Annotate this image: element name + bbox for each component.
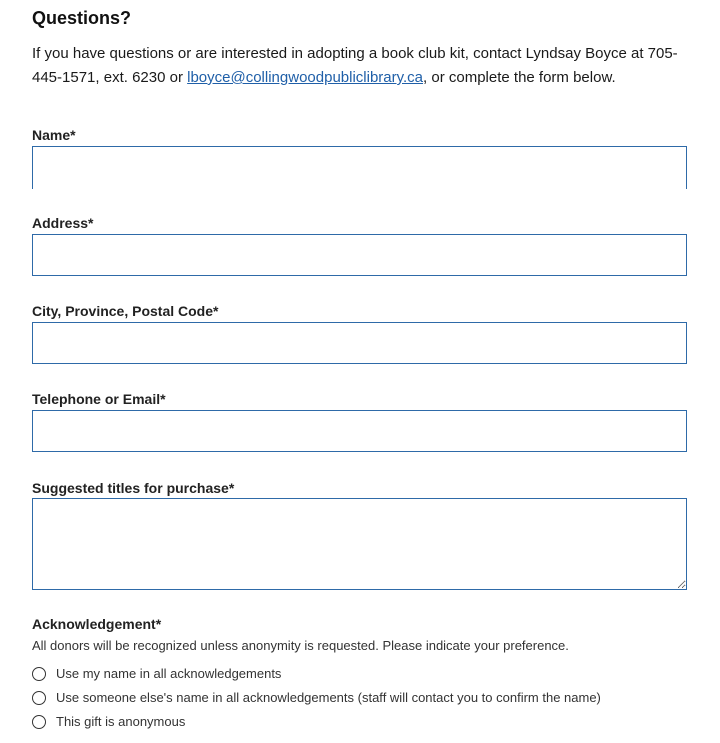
radio-icon[interactable]: [32, 715, 46, 729]
section-heading: Questions?: [32, 8, 132, 28]
ack-option-label: Use my name in all acknowledgements: [56, 666, 282, 681]
telephone-email-input[interactable]: [32, 410, 687, 452]
address-label: Address*: [32, 215, 94, 231]
ack-option-label: This gift is anonymous: [56, 714, 186, 729]
ack-option-my-name[interactable]: [32, 666, 281, 681]
contact-label: Telephone or Email*: [32, 391, 166, 407]
intro-text-before: If you have questions or are interested in adopting a book club kit, contact Lyndsay Boyce at 705-445-1571, ext. 6230 or: [32, 45, 678, 86]
city-label: City, Province, Postal Code*: [32, 303, 219, 319]
radio-icon[interactable]: [32, 691, 46, 705]
intro-text-after: , or complete the form below.: [423, 69, 616, 86]
acknowledgement-label: Acknowledgement*: [32, 616, 162, 632]
acknowledgement-help: All donors will be recognized unless anonymity is requested. Please indicate your preference.: [32, 638, 569, 653]
name-input[interactable]: [32, 146, 687, 189]
ack-option-anonymous[interactable]: [32, 714, 185, 729]
city-province-postal-input[interactable]: [32, 322, 687, 364]
address-input[interactable]: [32, 234, 687, 276]
contact-email-link[interactable]: lboyce@collingwoodpubliclibrary.ca: [187, 69, 424, 86]
intro-paragraph: [32, 42, 689, 90]
ack-option-other-name[interactable]: [32, 690, 601, 705]
ack-option-label: Use someone else's name in all acknowledgements (staff will contact you to confirm the name): [56, 690, 601, 705]
radio-icon[interactable]: [32, 667, 46, 681]
suggested-titles-textarea[interactable]: [32, 498, 687, 590]
titles-label: Suggested titles for purchase*: [32, 480, 235, 496]
name-label: Name*: [32, 127, 76, 143]
